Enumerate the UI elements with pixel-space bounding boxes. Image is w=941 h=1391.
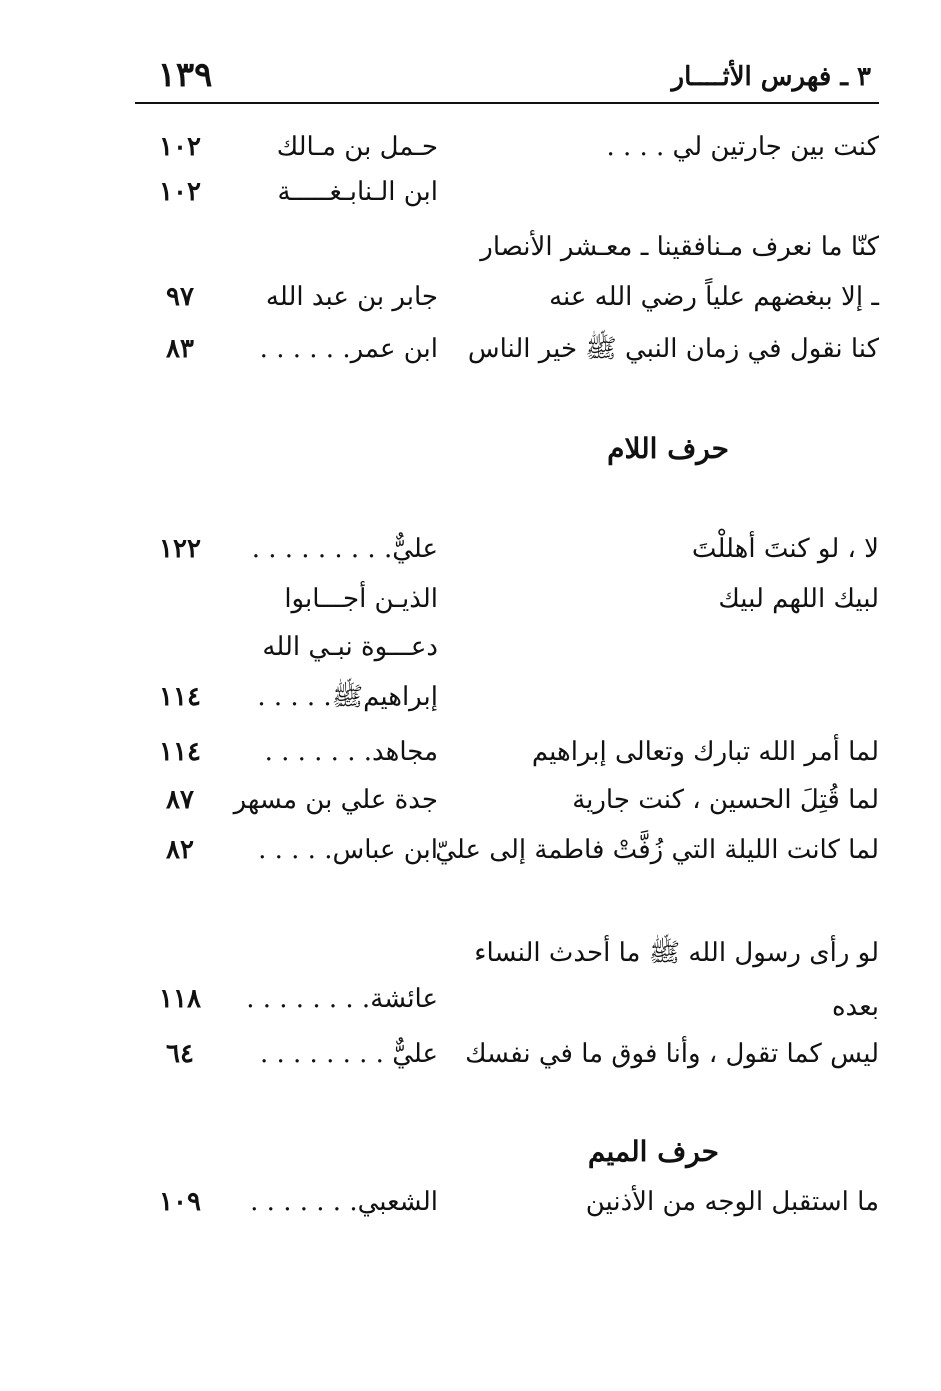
entry-text: ليس كما تقول ، وأنا فوق ما في نفسك [465, 1039, 879, 1069]
entry-text: لما أمر الله تبارك وتعالى إبراهيم [531, 737, 879, 767]
entry-narrator: جابر بن عبد الله [265, 282, 438, 312]
entry-page: ١١٨ [159, 984, 201, 1014]
entry-text: كنا نقول في زمان النبي ﷺ خير الناس [467, 334, 879, 364]
entry-narrator: ابن عباس. . . . . [258, 835, 438, 865]
entry-text: لو رأى رسول الله ﷺ ما أحدث النساء [474, 938, 879, 968]
entry-page: ١٠٩ [159, 1187, 201, 1217]
header-rule [135, 102, 879, 104]
entry-page: ٨٢ [166, 835, 194, 865]
entry-narrator: إبراهيمﷺ. . . . . [257, 682, 438, 712]
entry-narrator: مجاهد. . . . . . . [264, 737, 438, 767]
page-header [0, 0, 941, 110]
entry-narrator: حـمل بن مـالك [276, 132, 438, 162]
entry-text: لا ، لو كنتَ أهللْتَ [691, 534, 879, 564]
entry-text: بعده [831, 992, 879, 1022]
entry-page: ١٠٢ [159, 177, 201, 207]
entry-narrator: عليٌّ . . . . . . . . [259, 1039, 438, 1069]
entry-page: ١١٤ [159, 737, 201, 767]
page-number: ١٣٩ [157, 55, 213, 95]
entry-text: لبيك اللهم لبيك [718, 584, 879, 614]
entry-text: ما استقبل الوجه من الأذنين [585, 1187, 879, 1217]
entry-narrator: عليٌّ. . . . . . . . . [251, 534, 438, 564]
entry-narrator: ابن الـنابـغـــــة [277, 177, 438, 207]
entry-page: ٩٧ [166, 282, 194, 312]
entry-text: لما كانت الليلة التي زُفَّتْ فاطمة إلى عليّ [435, 835, 879, 865]
entry-text: لما قُتِلَ الحسين ، كنت جارية [572, 785, 879, 815]
entry-narrator: الذيـن أجـــابوا [284, 584, 438, 614]
entry-page: ٨٧ [166, 785, 194, 815]
entry-narrator: الشعبي. . . . . . . [250, 1187, 438, 1217]
entry-page: ١٠٢ [159, 132, 201, 162]
entry-text: ـ إلا ببغضهم علياً رضي الله عنه [549, 282, 879, 312]
entry-page: ١١٤ [159, 682, 201, 712]
entry-page: ٦٤ [166, 1039, 194, 1069]
entry-page: ٨٣ [166, 334, 194, 364]
entry-narrator: ابن عمر. . . . . . [259, 334, 438, 364]
entry-page: ١٢٢ [159, 534, 201, 564]
letter-heading: حرف اللام [607, 432, 729, 465]
letter-heading: حرف الميم [587, 1135, 719, 1168]
entry-narrator: جدة علي بن مسهر [233, 785, 438, 815]
entry-text: كنّا ما نعرف مـنافقينا ـ معـشر الأنصار [480, 232, 879, 262]
entry-narrator: عائشة. . . . . . . . [246, 984, 438, 1014]
entry-text: كنت بين جارتين لي . . . . [606, 132, 879, 162]
section-title: ٣ ـ فهرس الأثــــار [671, 62, 871, 92]
entry-narrator: دعـــوة نبـي الله [262, 632, 438, 662]
